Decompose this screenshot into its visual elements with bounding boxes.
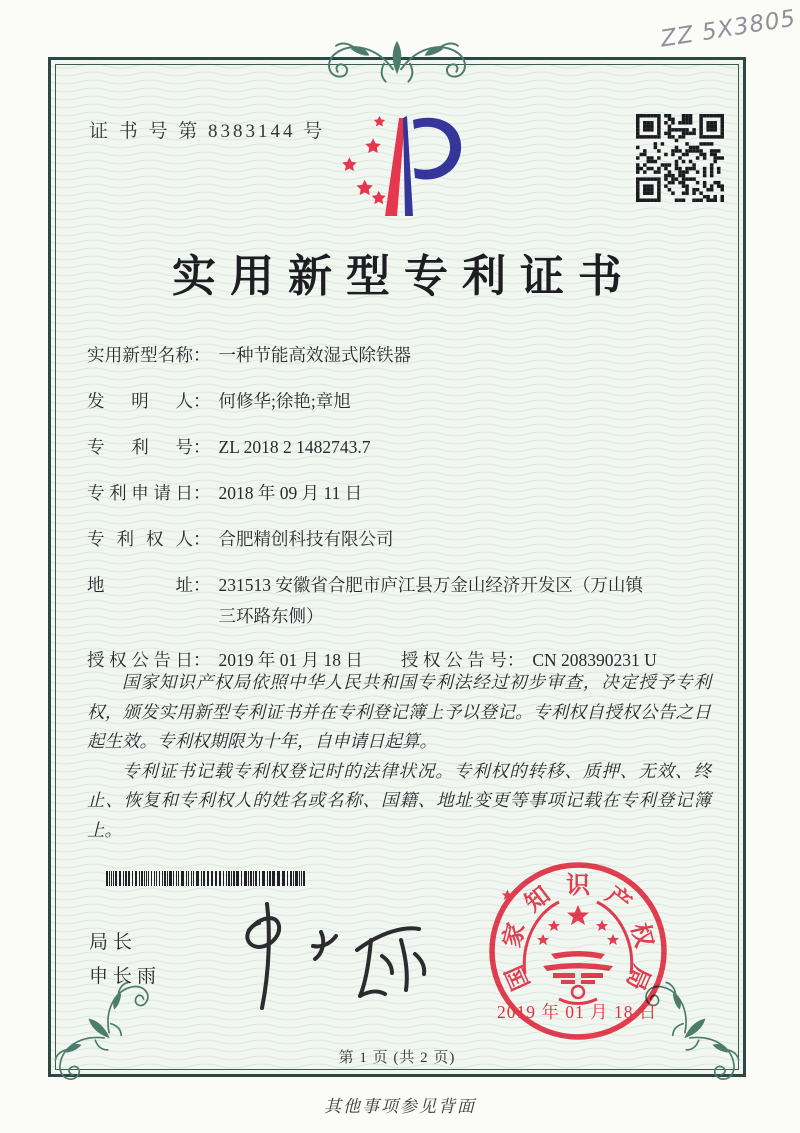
grant-number-pair: 授权公告号 ： CN 208390231 U	[401, 645, 657, 676]
other-matters-note: 其他事项参见背面	[324, 1097, 476, 1116]
top-center-flourish-ornament	[277, 36, 517, 88]
field-label: 实用新型名称	[87, 345, 193, 365]
legal-paragraphs	[87, 668, 711, 845]
field-patent-number: 专利号 ： ZL 2018 2 1482743.7	[87, 432, 717, 463]
certificate-border-frame	[48, 57, 746, 1077]
commissioner-block	[89, 926, 161, 994]
field-address: 地址 ： 231513 安徽省合肥市庐江县万金山经济开发区（万山镇 三环路东侧）	[87, 570, 717, 632]
certificate-number: 证 书 号 第 8383144 号	[89, 121, 326, 142]
field-value: 合肥精创科技有限公司	[218, 529, 394, 549]
svg-text:产: 产	[600, 882, 636, 918]
field-value: 231513 安徽省合肥市庐江县万金山经济开发区（万山镇 三环路东侧）	[218, 575, 643, 626]
svg-text:知: 知	[520, 882, 556, 918]
field-value: 何修华;徐艳;章旭	[218, 391, 351, 411]
seal-date: 2019 年 01 月 18 日	[497, 1002, 658, 1022]
cnipa-logo-icon	[337, 110, 473, 238]
field-value: 2018 年 09 月 11 日	[218, 483, 363, 503]
field-patentee: 专利权人 ： 合肥精创科技有限公司	[87, 524, 717, 555]
barcode	[106, 871, 308, 886]
field-value: ZL 2018 2 1482743.7	[218, 437, 371, 457]
field-label: 发明人	[87, 391, 193, 411]
field-filing-date: 专利申请日 ： 2018 年 09 月 11 日	[87, 478, 717, 509]
svg-text:局: 局	[620, 961, 655, 994]
certificate-title: 实用新型专利证书	[172, 252, 636, 301]
field-label: 专利权人	[87, 529, 193, 549]
svg-text:国: 国	[501, 961, 536, 994]
grant-number-value: CN 208390231 U	[532, 650, 657, 670]
shen-changyu-signature	[219, 896, 471, 1018]
svg-text:家: 家	[499, 920, 531, 951]
grant-date-pair: 授权公告日 ： 2019 年 01 月 18 日	[87, 645, 363, 676]
page-number: 第 1 页 (共 2 页)	[338, 1050, 456, 1066]
field-label: 专利申请日	[87, 483, 193, 503]
svg-text:识: 识	[566, 873, 590, 899]
field-label: 授权公告号	[400, 650, 507, 670]
legal-paragraph-2: 专利证书记载专利权登记时的法律状况。专利权的转移、质押、无效、终止、恢复和专利权人的姓名或名称、国籍、地址变更等事项记载在专利登记簿上。	[87, 760, 711, 840]
field-label: 授权公告日	[87, 650, 193, 670]
handwritten-pencil-note: ZZ 5X3805	[658, 5, 798, 53]
commissioner-title: 局长	[89, 932, 138, 953]
legal-paragraph-1: 国家知识产权局依照中华人民共和国专利法经过初步审查，决定授予专利权，颁发实用新型专利证书并在专利登记簿上予以登记。专利权自授权公告之日起生效。专利权期限为十年，自申请日起算。	[87, 672, 711, 751]
grant-date-value: 2019 年 01 月 18 日	[218, 650, 363, 670]
field-inventors: 发明人 ： 何修华;徐艳;章旭	[87, 386, 717, 417]
field-label: 地址	[87, 575, 193, 595]
certificate-fields	[87, 340, 717, 676]
field-value: 一种节能高效湿式除铁器	[218, 345, 411, 365]
qr-code	[636, 114, 724, 202]
svg-text:权: 权	[625, 920, 657, 951]
field-label: 专利号	[87, 437, 193, 457]
commissioner-name: 申长雨	[89, 966, 162, 987]
field-utility-model-name: 实用新型名称 ： 一种节能高效湿式除铁器	[87, 340, 717, 371]
